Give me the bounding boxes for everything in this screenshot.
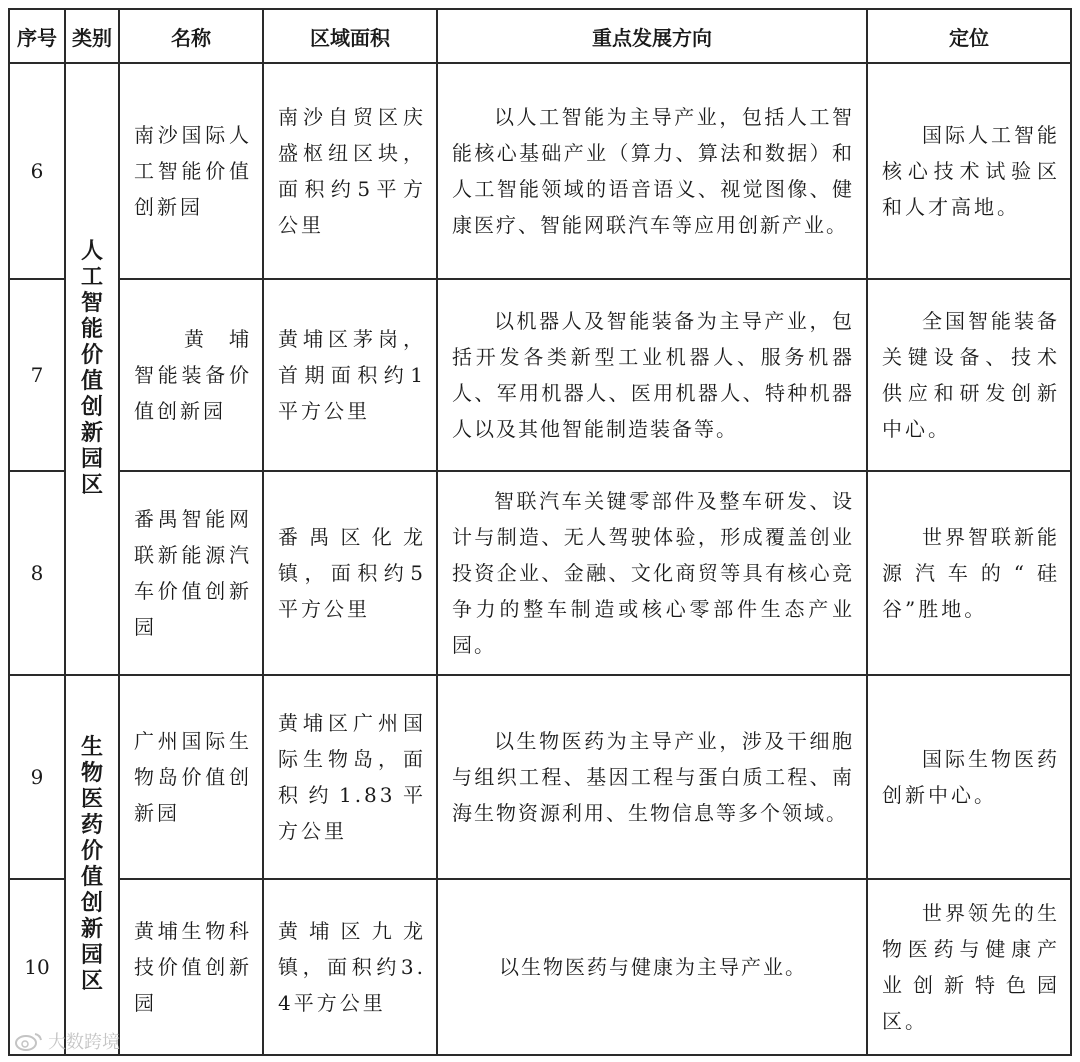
category-label: 生物医药价值创新园区 xyxy=(80,735,103,994)
table-row xyxy=(9,879,1071,1055)
category-label: 人工智能价值创新园区 xyxy=(80,239,103,498)
table-header-row xyxy=(9,9,1071,63)
weibo-icon xyxy=(14,1031,44,1051)
row-no: 10 xyxy=(9,879,65,1055)
row-no: 6 xyxy=(9,63,65,279)
header-direction: 重点发展方向 xyxy=(437,9,867,63)
row-direction: 以生物医药为主导产业，涉及干细胞与组织工程、基因工程与蛋白质工程、南海生物资源利用、生物信息等多个领域。 xyxy=(437,675,867,879)
header-no: 序号 xyxy=(9,9,65,63)
row-direction: 以机器人及智能装备为主导产业，包括开发各类新型工业机器人、服务机器人、军用机器人、医用机器人、特种机器人以及其他智能制造装备等。 xyxy=(437,279,867,471)
row-name: 南沙国际人工智能价值创新园 xyxy=(119,63,263,279)
category-cell xyxy=(65,63,119,675)
row-direction: 以人工智能为主导产业，包括人工智能核心基础产业（算力、算法和数据）和人工智能领域的语音语义、视觉图像、健康医疗、智能网联汽车等应用创新产业。 xyxy=(437,63,867,279)
row-area: 南沙自贸区庆盛枢纽区块，面积约5平方公里 xyxy=(263,63,437,279)
watermark xyxy=(14,1028,120,1054)
row-no: 8 xyxy=(9,471,65,675)
row-position: 世界智联新能源汽车的“硅谷”胜地。 xyxy=(867,471,1071,675)
row-position: 世界领先的生物医药与健康产业创新特色园区。 xyxy=(867,879,1071,1055)
row-position: 全国智能装备关键设备、技术供应和研发创新中心。 xyxy=(867,279,1071,471)
row-name: 黄埔生物科技价值创新园 xyxy=(119,879,263,1055)
document-page xyxy=(8,8,1070,1052)
row-direction: 以生物医药与健康为主导产业。 xyxy=(437,879,867,1055)
watermark-text: 大数跨境 xyxy=(48,1032,120,1053)
category-cell xyxy=(65,675,119,1055)
park-table xyxy=(8,8,1072,1056)
row-name: 广州国际生物岛价值创新园 xyxy=(119,675,263,879)
header-name: 名称 xyxy=(119,9,263,63)
row-no: 7 xyxy=(9,279,65,471)
row-no: 9 xyxy=(9,675,65,879)
row-area: 番禺区化龙镇，面积约5平方公里 xyxy=(263,471,437,675)
table-row xyxy=(9,675,1071,879)
table-row xyxy=(9,63,1071,279)
table-row xyxy=(9,279,1071,471)
row-position: 国际人工智能核心技术试验区和人才高地。 xyxy=(867,63,1071,279)
row-area: 黄埔区茅岗，首期面积约1平方公里 xyxy=(263,279,437,471)
row-area: 黄埔区广州国际生物岛，面积约1.83平方公里 xyxy=(263,675,437,879)
header-position: 定位 xyxy=(867,9,1071,63)
row-name: 黄埔智能装备价值创新园 xyxy=(119,279,263,471)
header-category: 类别 xyxy=(65,9,119,63)
row-name: 番禺智能网联新能源汽车价值创新园 xyxy=(119,471,263,675)
row-position: 国际生物医药创新中心。 xyxy=(867,675,1071,879)
row-area: 黄埔区九龙镇，面积约3.4平方公里 xyxy=(263,879,437,1055)
header-area: 区域面积 xyxy=(263,9,437,63)
row-direction: 智联汽车关键零部件及整车研发、设计与制造、无人驾驶体验，形成覆盖创业投资企业、金融、文化商贸等具有核心竞争力的整车制造或核心零部件生态产业园。 xyxy=(437,471,867,675)
table-row xyxy=(9,471,1071,675)
